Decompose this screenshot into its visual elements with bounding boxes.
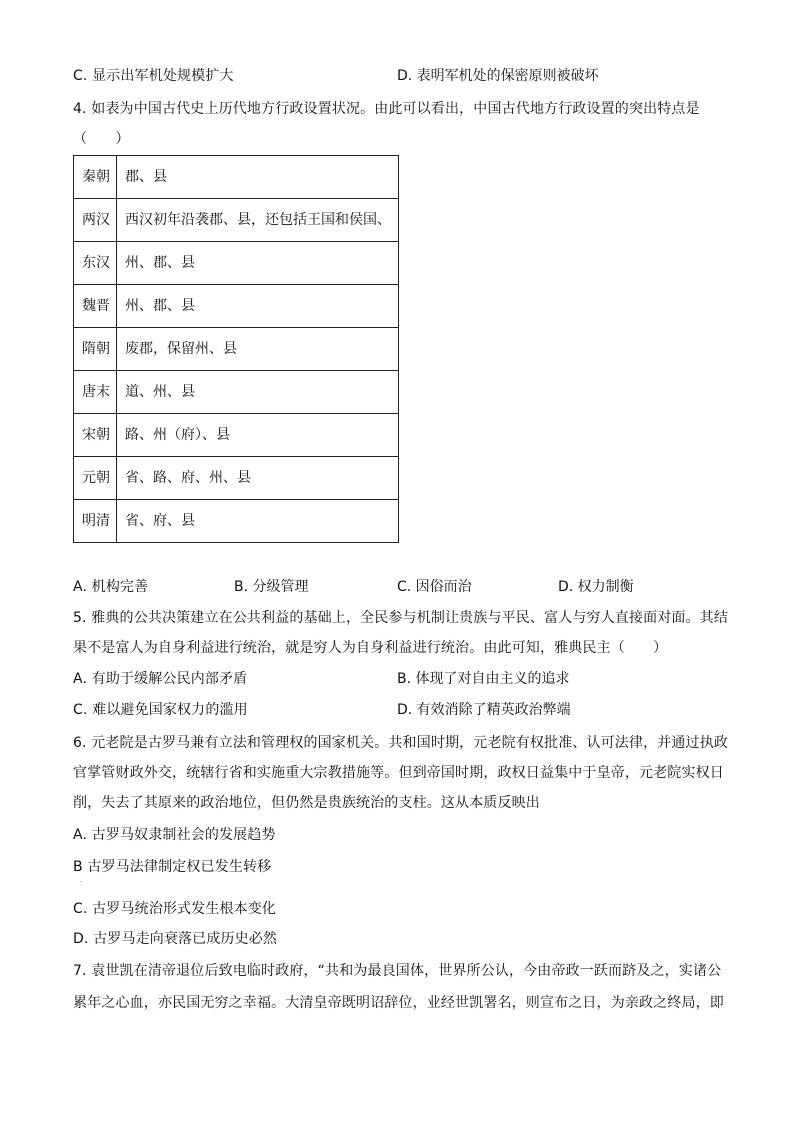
setup-cell: 郡、县 (117, 156, 399, 199)
q6-option-a: A. 古罗马奴隶制社会的发展趋势 (73, 827, 276, 843)
q6-option-b: B 古罗马法律制定权已发生转移 (73, 859, 272, 875)
table-row (74, 242, 399, 285)
era-cell: 魏晋 (74, 285, 117, 328)
setup-cell: 州、郡、县 (117, 242, 399, 285)
table-row (74, 199, 399, 242)
setup-cell: 西汉初年沿袭郡、县，还包括王国和侯国、 (117, 199, 399, 242)
q6-stem-line3: 削，失去了其原来的政治地位，但仍然是贵族统治的支柱。这从本质反映出 (73, 795, 540, 811)
q4-stem: 4. 如表为中国古代史上历代地方行政设置状况。由此可以看出，中国古代地方行政设置的突出特点是 (73, 101, 700, 117)
q5-option-c: C. 难以避免国家权力的滥用 (73, 702, 248, 718)
era-cell: 两汉 (74, 199, 117, 242)
q7-stem-line1: 7. 袁世凯在清帝退位后致电临时政府，“共和为最良国体，世界所公认，今由帝政一跃而跻及之，实诸公 (73, 963, 722, 979)
q3-option-c: C. 显示出军机处规模扩大 (73, 68, 234, 84)
era-cell: 隋朝 (74, 328, 117, 371)
q4-option-c: C. 因俗而治 (397, 579, 472, 595)
q4-option-d: D. 权力制衡 (558, 579, 634, 595)
setup-cell: 省、府、县 (117, 500, 399, 543)
era-cell: 唐末 (74, 371, 117, 414)
q6-stem-line2: 官掌管财政外交，统辖行省和实施重大宗教措施等。但到帝国时期，政权日益集中于皇帝，元老院实权日 (73, 765, 724, 781)
table-row (74, 371, 399, 414)
era-cell: 秦朝 (74, 156, 117, 199)
setup-cell: 废郡，保留州、县 (117, 328, 399, 371)
table-row (74, 328, 399, 371)
setup-cell: 州、郡、县 (117, 285, 399, 328)
q3-option-d: D. 表明军机处的保密原则被破坏 (397, 68, 599, 84)
table-row (74, 156, 399, 199)
q6-option-d: D. 古罗马走向衰落已成历史必然 (73, 931, 278, 947)
q5-option-b: B. 体现了对自由主义的追求 (397, 671, 570, 687)
era-cell: 元朝 (74, 457, 117, 500)
admin-setup-table (73, 155, 399, 543)
era-cell: 东汉 (74, 242, 117, 285)
setup-cell: 路、州（府）、县 (117, 414, 399, 457)
q4-option-b: B. 分级管理 (234, 579, 309, 595)
stray-mark: . (80, 877, 82, 884)
q4-answer-blank: （ ） (73, 131, 130, 147)
table-row (74, 457, 399, 500)
table-row (74, 414, 399, 457)
era-cell: 明清 (74, 500, 117, 543)
setup-cell: 省、路、府、州、县 (117, 457, 399, 500)
q5-option-d: D. 有效消除了精英政治弊端 (397, 702, 571, 718)
q4-option-a: A. 机构完善 (73, 579, 149, 595)
table-row (74, 285, 399, 328)
q5-stem-line1: 5. 雅典的公共决策建立在公共利益的基础上，全民参与机制让贵族与平民、富人与穷人直接面对面。其结 (73, 610, 729, 626)
q5-stem-line2: 果不是富人为自身利益进行统治，就是穷人为自身利益进行统治。由此可知，雅典民主（ ） (73, 640, 668, 656)
era-cell: 宋朝 (74, 414, 117, 457)
table-row (74, 500, 399, 543)
setup-cell: 道、州、县 (117, 371, 399, 414)
q7-stem-line2: 累年之心血，亦民国无穷之幸福。大清皇帝既明诏辞位，业经世凯署名，则宣布之日，为亲政之终局，即 (73, 995, 724, 1011)
q6-stem-line1: 6. 元老院是古罗马兼有立法和管理权的国家机关。共和国时期，元老院有权批准、认可法律，并通过执政 (73, 735, 729, 751)
q5-option-a: A. 有助于缓解公民内部矛盾 (73, 671, 248, 687)
q6-option-c: C. 古罗马统治形式发生根本变化 (73, 901, 277, 917)
